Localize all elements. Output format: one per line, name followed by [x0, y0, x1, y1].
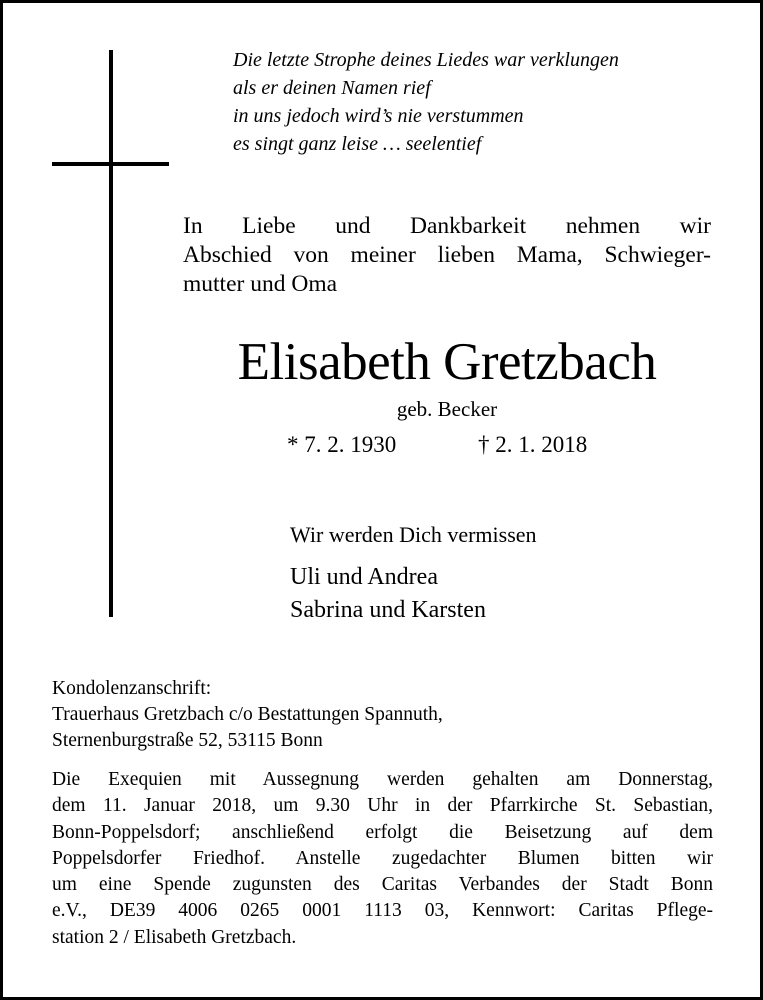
intro-text [183, 212, 711, 299]
poem-line: Die letzte Strophe deines Liedes war verklungen [233, 49, 619, 71]
service-line: um eine Spende zugunsten des Caritas Verbandes der Stadt Bonn [52, 874, 713, 896]
death-date: † 2. 1. 2018 [478, 432, 588, 457]
poem-line: es singt ganz leise … seelentief [233, 133, 482, 155]
service-line: e.V., DE39 4006 0265 0001 1113 03, Kennwort: Caritas Pflege- [52, 900, 713, 922]
intro-line: Abschied von meiner lieben Mama, Schwieger- [183, 242, 711, 268]
cross-icon-bar [52, 162, 169, 166]
poem [233, 46, 723, 158]
cross-icon [109, 50, 113, 617]
birth-name: geb. Becker [396, 397, 498, 421]
service-line: Die Exequien mit Aussegnung werden gehalten am Donnerstag, [52, 769, 713, 790]
poem-line: als er deinen Namen rief [233, 77, 431, 99]
poem-line: in uns jedoch wird’s nie verstummen [233, 105, 524, 127]
condolence-address [52, 676, 443, 754]
service-line: dem 11. Januar 2018, um 9.30 Uhr in der Pfarrkirche St. Sebastian, [52, 795, 713, 817]
family-line: Uli und Andrea [290, 564, 438, 590]
address-line: Sternenburgstraße 52, 53115 Bonn [52, 730, 323, 751]
service-line: station 2 / Elisabeth Gretzbach. [52, 926, 297, 948]
intro-line: mutter und Oma [183, 271, 338, 297]
birth-date: * 7. 2. 1930 [287, 432, 397, 457]
service-line: Bonn-Poppelsdorf; anschließend erfolgt die Beisetzung auf dem [52, 821, 713, 843]
service-details [52, 767, 713, 951]
condolence-heading: Kondolenzanschrift: [52, 678, 212, 699]
miss-text: Wir werden Dich vermissen [290, 522, 537, 547]
intro-line: In Liebe und Dankbarkeit nehmen wir [183, 213, 711, 239]
deceased-name: Elisabeth Gretzbach [237, 333, 657, 391]
service-line: Poppelsdorfer Friedhof. Anstelle zugedachter Blumen bitten wir [52, 847, 713, 869]
family-names [290, 561, 486, 627]
family-line: Sabrina und Karsten [290, 597, 486, 623]
address-line: Trauerhaus Gretzbach c/o Bestattungen Spannuth, [52, 704, 443, 725]
